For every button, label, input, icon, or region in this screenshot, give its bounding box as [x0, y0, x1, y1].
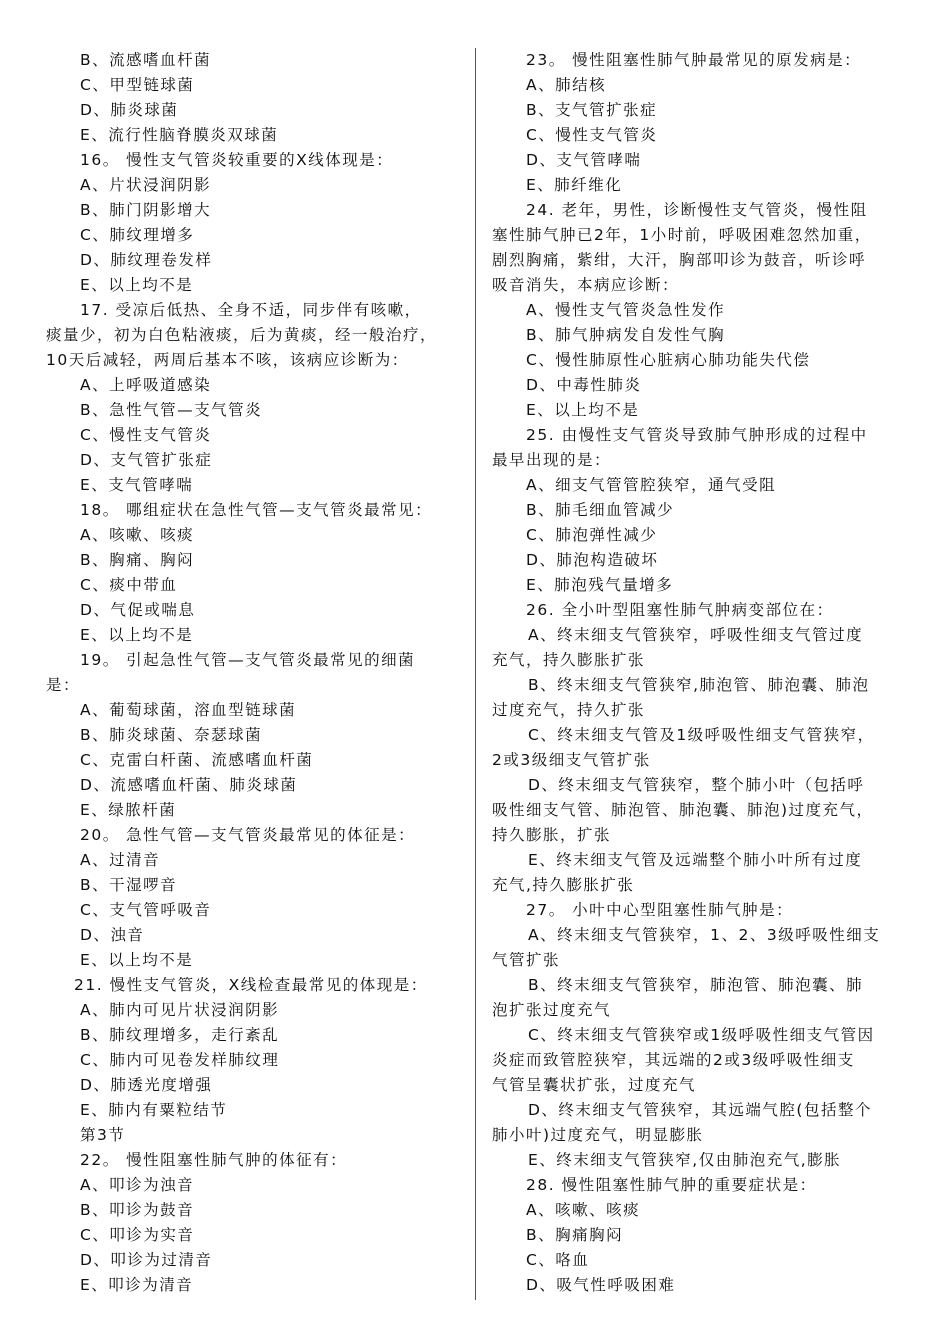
text-line: 剧烈胸痛，紫绀，大汗，胸部叩诊为鼓音，听诊呼 [492, 251, 867, 269]
option-line: E、肺纤维化 [526, 176, 623, 194]
question-line: 17. 受凉后低热、全身不适，同步伴有咳嗽， [80, 301, 422, 319]
text-line: 气管呈囊状扩张，过度充气 [492, 1076, 697, 1094]
text-line: 过度充气，持久扩张 [492, 701, 646, 719]
option-line: E、以上均不是 [80, 276, 194, 294]
option-line: B、肺气肿病发自发性气胸 [526, 326, 726, 344]
option-line: E、绿脓杆菌 [80, 801, 177, 819]
option-line: E、支气管哮喘 [80, 476, 194, 494]
text-line: 塞性肺气肿已2年，1小时前，呼吸困难忽然加重， [492, 226, 872, 244]
option-line: D、支气管哮喘 [526, 151, 642, 169]
option-line: D、肺炎球菌 [80, 101, 179, 119]
option-line: B、胸痛、胸闷 [80, 551, 195, 569]
option-line: C、支气管呼吸音 [80, 901, 212, 919]
option-line: C、慢性支气管炎 [80, 426, 212, 444]
text-line: 吸性细支气管、肺泡管、肺泡囊、肺泡)过度充气， [492, 801, 874, 819]
option-line: D、叩诊为过清音 [80, 1251, 213, 1269]
option-line: B、肺纹理增多，走行紊乱 [80, 1026, 280, 1044]
text-line: 充气，持久膨胀扩张 [492, 651, 646, 669]
option-line: E、终末细支气管及远端整个肺小叶所有过度 [528, 851, 863, 869]
option-line: A、终末细支气管狭窄，呼吸性细支气管过度 [528, 626, 864, 644]
question-line: 19。 引起急性气管—支气管炎最常见的细菌 [80, 651, 416, 669]
question-line: 25. 由慢性支气管炎导致肺气肿形成的过程中 [526, 426, 868, 444]
text-line: 泡扩张过度充气 [492, 1001, 612, 1019]
option-line: A、咳嗽、咳痰 [526, 1201, 641, 1219]
question-line: 18。 哪组症状在急性气管—支气管炎最常见： [80, 501, 433, 519]
question-line: 21. 慢性支气管炎，X线检查最常见的体现是： [74, 976, 428, 994]
option-line: E、肺泡残气量增多 [526, 576, 674, 594]
option-line: E、以上均不是 [80, 626, 194, 644]
option-line: D、中毒性肺炎 [526, 376, 642, 394]
question-line: 28. 慢性阻塞性肺气肿的重要症状是： [526, 1176, 817, 1194]
text-line: 持久膨胀，扩张 [492, 826, 612, 844]
option-line: A、慢性支气管炎急性发作 [526, 301, 726, 319]
option-line: D、肺纹理卷发样 [80, 251, 213, 269]
text-line: 2或3级细支气管扩张 [492, 751, 651, 769]
question-line: 24. 老年，男性，诊断慢性支气管炎，慢性阻 [526, 201, 868, 219]
column-divider [475, 48, 476, 1300]
option-line: E、终末细支气管狭窄,仅由肺泡充气,膨胀 [528, 1151, 842, 1169]
right-column [492, 48, 916, 1298]
option-line: A、肺内可见片状浸润阴影 [80, 1001, 280, 1019]
left-column [46, 48, 471, 1298]
option-line: B、终末细支气管狭窄，肺泡管、肺泡囊、肺 [528, 976, 864, 994]
option-line: A、肺结核 [526, 76, 607, 94]
option-line: A、叩诊为浊音 [80, 1176, 195, 1194]
option-line: 第3节 [80, 1126, 126, 1144]
text-line: 痰量少，初为白色粘液痰，后为黄痰，经一般治疗， [46, 326, 438, 344]
option-line: E、流行性脑脊膜炎双球菌 [80, 126, 279, 144]
option-line: E、叩诊为清音 [80, 1276, 194, 1294]
text-line: 充气,持久膨胀扩张 [492, 876, 635, 894]
text-line: 炎症而致管腔狭窄，其远端的2或3级呼吸性细支 [492, 1051, 855, 1069]
question-line: 23。 慢性阻塞性肺气肿最常见的原发病是： [526, 51, 862, 69]
option-line: B、肺炎球菌、奈瑟球菌 [80, 726, 263, 744]
text-line: 吸音消失，本病应诊断： [492, 276, 680, 294]
option-line: D、流感嗜血杆菌、肺炎球菌 [80, 776, 298, 794]
text-line: 气管扩张 [492, 951, 561, 969]
option-line: B、叩诊为鼓音 [80, 1201, 195, 1219]
text-line: 10天后减轻，两周后基本不咳，该病应诊断为： [46, 351, 409, 369]
option-line: C、叩诊为实音 [80, 1226, 195, 1244]
text-line: 是： [46, 676, 81, 694]
option-line: B、急性气管—支气管炎 [80, 401, 263, 419]
option-line: D、肺泡构造破坏 [526, 551, 659, 569]
option-line: D、肺透光度增强 [80, 1076, 213, 1094]
option-line: C、慢性支气管炎 [526, 126, 658, 144]
option-line: D、浊音 [80, 926, 145, 944]
option-line: C、终末细支气管及1级呼吸性细支气管狭窄， [528, 726, 875, 744]
question-line: 22。 慢性阻塞性肺气肿的体征有： [80, 1151, 348, 1169]
option-line: E、以上均不是 [526, 401, 640, 419]
question-line: 20。 急性气管—支气管炎最常见的体征是： [80, 826, 416, 844]
option-line: C、终末细支气管狭窄或1级呼吸性细支气管因 [528, 1026, 875, 1044]
option-line: C、肺泡弹性减少 [526, 526, 658, 544]
option-line: C、克雷白杆菌、流感嗜血杆菌 [80, 751, 314, 769]
question-line: 16。 慢性支气管炎较重要的X线体现是： [80, 151, 394, 169]
option-line: B、肺门阴影增大 [80, 201, 212, 219]
option-line: C、咯血 [526, 1251, 590, 1269]
question-line: 27。 小叶中心型阻塞性肺气肿是： [526, 901, 794, 919]
option-line: B、流感嗜血杆菌 [80, 51, 212, 69]
option-line: E、肺内有粟粒结节 [80, 1101, 228, 1119]
option-line: B、支气管扩张症 [526, 101, 658, 119]
option-line: C、痰中带血 [80, 576, 178, 594]
option-line: C、慢性肺原性心脏病心肺功能失代偿 [526, 351, 811, 369]
option-line: D、吸气性呼吸困难 [526, 1276, 676, 1294]
text-line: 最早出现的是： [492, 451, 612, 469]
option-line: A、片状浸润阴影 [80, 176, 212, 194]
option-line: B、干湿啰音 [80, 876, 178, 894]
option-line: E、以上均不是 [80, 951, 194, 969]
option-line: C、肺内可见卷发样肺纹理 [80, 1051, 280, 1069]
option-line: C、甲型链球菌 [80, 76, 195, 94]
option-line: B、胸痛胸闷 [526, 1226, 624, 1244]
option-line: A、细支气管管腔狭窄，通气受阻 [526, 476, 777, 494]
option-line: D、支气管扩张症 [80, 451, 213, 469]
option-line: B、肺毛细血管减少 [526, 501, 675, 519]
option-line: D、终末细支气管狭窄，其远端气腔(包括整个 [528, 1101, 872, 1119]
option-line: B、终末细支气管狭窄,肺泡管、肺泡囊、肺泡 [528, 676, 870, 694]
text-line: 肺小叶)过度充气，明显膨胀 [492, 1126, 704, 1144]
option-line: A、咳嗽、咳痰 [80, 526, 195, 544]
option-line: A、葡萄球菌，溶血型链球菌 [80, 701, 297, 719]
option-line: A、终末细支气管狭窄，1、2、3级呼吸性细支 [528, 926, 881, 944]
option-line: D、气促或喘息 [80, 601, 196, 619]
question-line: 26. 全小叶型阻塞性肺气肿病变部位在： [526, 601, 834, 619]
option-line: A、上呼吸道感染 [80, 376, 212, 394]
option-line: A、过清音 [80, 851, 161, 869]
option-line: D、终末细支气管狭窄，整个肺小叶（包括呼 [528, 776, 865, 794]
option-line: C、肺纹理增多 [80, 226, 195, 244]
